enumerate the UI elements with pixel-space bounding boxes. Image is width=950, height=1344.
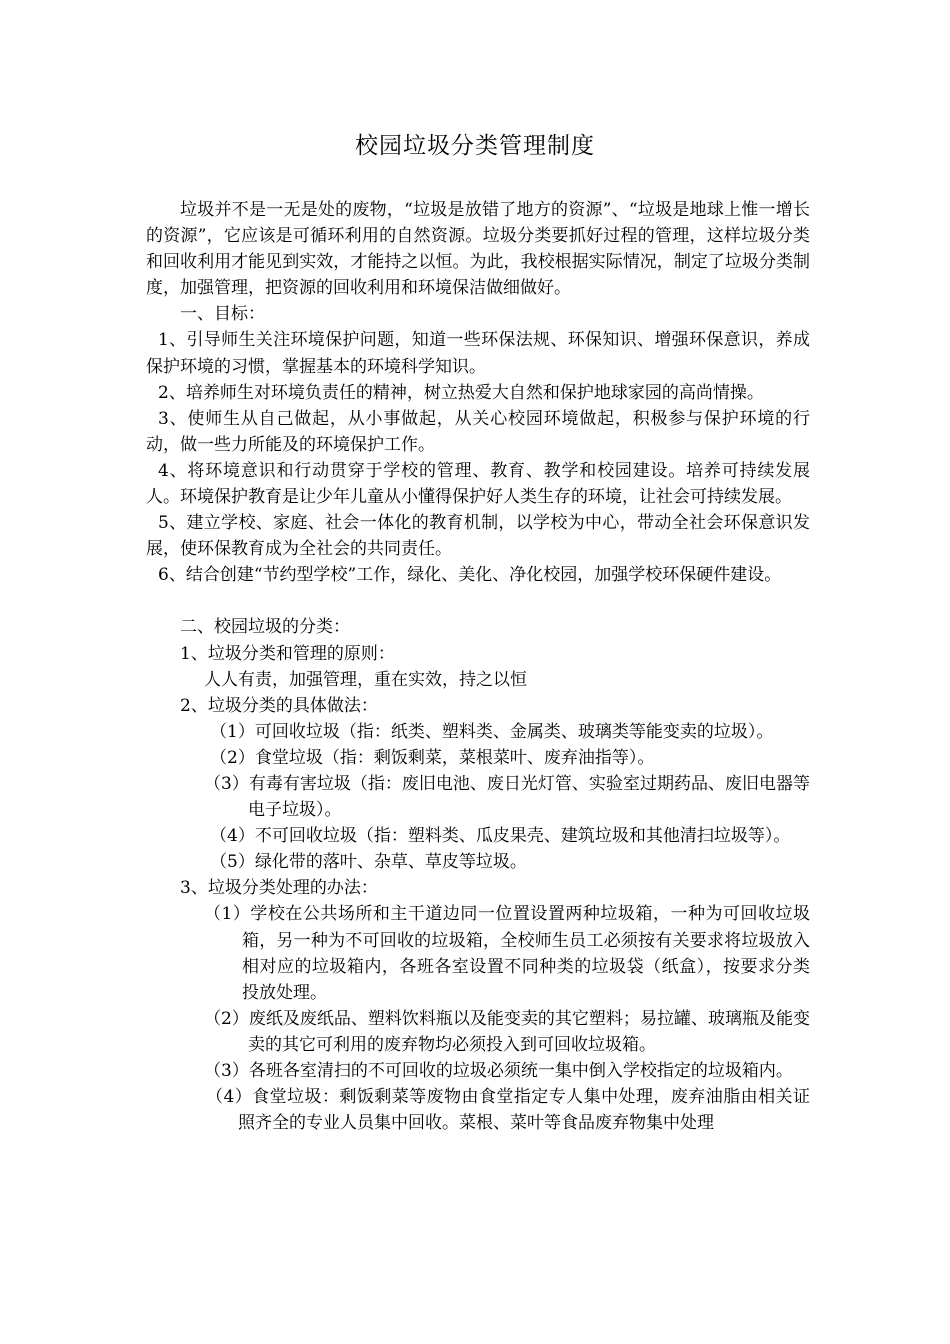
handling-item: （4）食堂垃圾：剩饭剩菜等废物由食堂指定专人集中处理，废弃油脂由相关证照齐全的专业人员集中回收。菜根、菜叶等食品废弃物集中处理 <box>206 1087 810 1134</box>
category-item: （3）有毒有害垃圾（指：废旧电池、废日光灯管、实验室过期药品、废旧电器等电子垃圾）。 <box>204 773 810 821</box>
document-body <box>146 197 810 1136</box>
goal-item: 6、结合创建“节约型学校”工作，绿化、美化、净化校园，加强学校环保硬件建设。 <box>158 565 782 586</box>
category-item: （5）绿化带的落叶、杂草、草皮等垃圾。 <box>210 852 527 873</box>
section2-heading: 二、校园垃圾的分类： <box>180 617 350 638</box>
principle-text: 人人有责，加强管理，重在实效，持之以恒 <box>204 669 527 690</box>
principle-heading: 1、垃圾分类和管理的原则： <box>180 643 395 664</box>
document-title: 校园垃圾分类管理制度 <box>355 133 595 159</box>
method-heading: 2、垃圾分类的具体做法： <box>180 695 378 716</box>
goal-item: 2、培养师生对环境负责任的精神，树立热爱大自然和保护地球家园的高尚情操。 <box>158 382 764 403</box>
handling-item: （3）各班各室清扫的不可回收的垃圾必须统一集中倒入学校指定的垃圾箱内。 <box>204 1061 793 1081</box>
handling-item: （2）废纸及废纸品、塑料饮料瓶以及能变卖的其它塑料；易拉罐、玻璃瓶及能变卖的其它可利用的废弃物均必须投入到可回收垃圾箱。 <box>204 1008 810 1055</box>
goal-item: 5、建立学校、家庭、社会一体化的教育机制，以学校为中心，带动全社会环保意识发展，使环保教育成为全社会的共同责任。 <box>146 513 810 560</box>
category-item: （2）食堂垃圾（指：剩饭剩菜，菜根菜叶、废弃油指等）。 <box>210 747 655 768</box>
handling-heading: 3、垃圾分类处理的办法： <box>180 878 378 899</box>
section1-heading: 一、目标： <box>180 304 265 325</box>
category-item: （4）不可回收垃圾（指：塑料类、瓜皮果壳、建筑垃圾和其他清扫垃圾等）。 <box>210 826 791 847</box>
category-item: （1）可回收垃圾（指：纸类、塑料类、金属类、玻璃类等能变卖的垃圾）。 <box>210 721 774 742</box>
goal-item: 3、使师生从自己做起，从小事做起，从关心校园环境做起，积极参与保护环境的行动，做一些力所能及的环境保护工作。 <box>146 408 810 455</box>
goal-item: 4、将环境意识和行动贯穿于学校的管理、教育、教学和校园建设。培养可持续发展人。环境保护教育是让少年儿童从小懂得保护好人类生存的环境，让社会可持续发展。 <box>146 460 810 508</box>
goal-item: 1、引导师生关注环境保护问题，知道一些环保法规、环保知识、增强环保意识，养成保护环境的习惯，掌握基本的环境科学知识。 <box>146 330 810 377</box>
intro-paragraph: 垃圾并不是一无是处的废物，“垃圾是放错了地方的资源”、“垃圾是地球上惟一增长的资源”，它应该是可循环利用的自然资源。垃圾分类要抓好过程的管理，这样垃圾分类和回收利用才能见到实效，才能持之以恒。为此，我校根据实际情况，制定了垃圾分类制度，加强管理，把资源的回收利用和环境保洁做细做好。 <box>146 200 810 299</box>
handling-item: （1）学校在公共场所和主干道边同一位置设置两种垃圾箱，一种为可回收垃圾箱，另一种为不可回收的垃圾箱，全校师生员工必须按有关要求将垃圾放入相对应的垃圾箱内，各班各室设置不同种类的垃圾袋（纸盒），按要求分类投放处理。 <box>204 904 810 1003</box>
